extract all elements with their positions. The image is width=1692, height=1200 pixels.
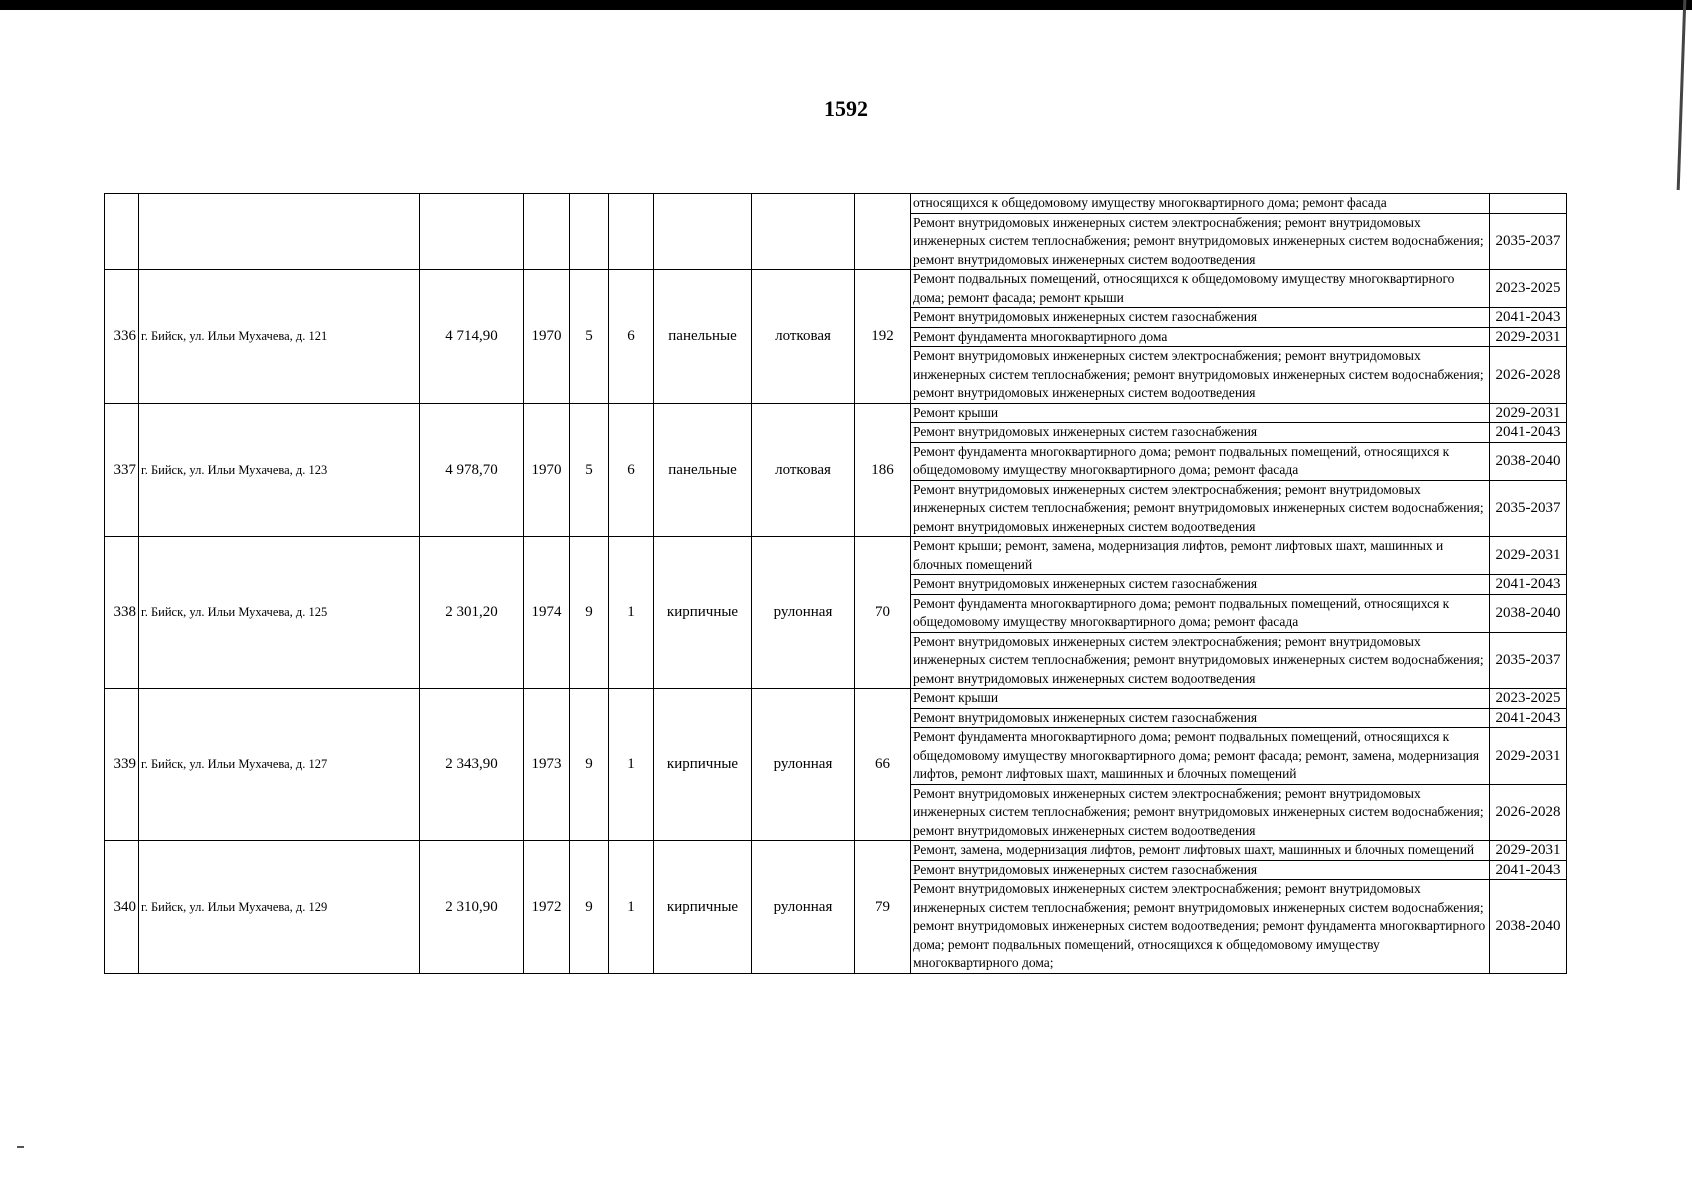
continued-empty-cell	[570, 194, 609, 270]
work-description: Ремонт, замена, модернизация лифтов, ремонт лифтовых шахт, машинных и блочных помещений	[911, 841, 1490, 861]
row-number: 337	[105, 403, 139, 537]
table-row	[105, 841, 1567, 861]
row-number: 338	[105, 537, 139, 689]
work-period: 2035-2037	[1490, 632, 1567, 689]
roof-type: рулонная	[752, 689, 855, 841]
work-description: Ремонт фундамента многоквартирного дома	[911, 327, 1490, 347]
row-number: 339	[105, 689, 139, 841]
roof-type: рулонная	[752, 841, 855, 974]
row-number: 340	[105, 841, 139, 974]
wall-material: кирпичные	[654, 689, 752, 841]
residents: 186	[855, 403, 911, 537]
residents: 66	[855, 689, 911, 841]
work-description: Ремонт внутридомовых инженерных систем газоснабжения	[911, 860, 1490, 880]
roof-type: рулонная	[752, 537, 855, 689]
build-year: 1974	[524, 537, 570, 689]
continued-empty-cell	[524, 194, 570, 270]
residents: 70	[855, 537, 911, 689]
total-area: 4 978,70	[420, 403, 524, 537]
work-period: 2038-2040	[1490, 442, 1567, 480]
work-description: Ремонт внутридомовых инженерных систем электроснабжения; ремонт внутридомовых инженерных систем теплоснабжения; ремонт внутридомовых инженерных систем водоснабжения; ремонт внутридомовых инженерных систем водоотведения	[911, 632, 1490, 689]
work-description: Ремонт внутридомовых инженерных систем электроснабжения; ремонт внутридомовых инженерных систем теплоснабжения; ремонт внутридомовых инженерных систем водоснабжения; ремонт внутридомовых инженерных систем водоотведения	[911, 347, 1490, 404]
work-description: относящихся к общедомовому имуществу многоквартирного дома; ремонт фасада	[911, 194, 1490, 214]
continued-empty-cell	[654, 194, 752, 270]
continued-empty-cell	[105, 194, 139, 270]
build-year: 1970	[524, 403, 570, 537]
residents: 192	[855, 270, 911, 404]
residents: 79	[855, 841, 911, 974]
table-row	[105, 689, 1567, 709]
work-description: Ремонт внутридомовых инженерных систем газоснабжения	[911, 308, 1490, 328]
table-row	[105, 194, 1567, 214]
work-period: 2041-2043	[1490, 308, 1567, 328]
work-description: Ремонт внутридомовых инженерных систем газоснабжения	[911, 708, 1490, 728]
entrances: 6	[609, 403, 654, 537]
roof-type: лотковая	[752, 403, 855, 537]
work-period: 2029-2031	[1490, 728, 1567, 785]
entrances: 6	[609, 270, 654, 404]
floors: 9	[570, 689, 609, 841]
work-period: 2026-2028	[1490, 347, 1567, 404]
work-description: Ремонт фундамента многоквартирного дома; ремонт подвальных помещений, относящихся к общедомовому имуществу многоквартирного дома; ремонт фасада; ремонт, замена, модернизация лифтов, ремонт лифтовых шахт, машинных и блочных помещений	[911, 728, 1490, 785]
row-number: 336	[105, 270, 139, 404]
continued-empty-cell	[609, 194, 654, 270]
address: г. Бийск, ул. Ильи Мухачева, д. 123	[139, 403, 420, 537]
work-description: Ремонт внутридомовых инженерных систем газоснабжения	[911, 423, 1490, 443]
build-year: 1970	[524, 270, 570, 404]
table-body	[105, 194, 1567, 974]
continued-empty-cell	[420, 194, 524, 270]
build-year: 1973	[524, 689, 570, 841]
page-number: 1592	[824, 96, 868, 121]
continued-empty-cell	[139, 194, 420, 270]
continued-empty-cell	[752, 194, 855, 270]
floors: 5	[570, 270, 609, 404]
continued-empty-cell	[855, 194, 911, 270]
work-period: 2026-2028	[1490, 784, 1567, 841]
work-period: 2041-2043	[1490, 860, 1567, 880]
address: г. Бийск, ул. Ильи Мухачева, д. 129	[139, 841, 420, 974]
table-row	[105, 537, 1567, 575]
address: г. Бийск, ул. Ильи Мухачева, д. 125	[139, 537, 420, 689]
build-year: 1972	[524, 841, 570, 974]
work-description: Ремонт крыши	[911, 403, 1490, 423]
wall-material: кирпичные	[654, 841, 752, 974]
work-period: 2041-2043	[1490, 708, 1567, 728]
total-area: 2 301,20	[420, 537, 524, 689]
work-period: 2041-2043	[1490, 575, 1567, 595]
floors: 9	[570, 841, 609, 974]
work-description: Ремонт внутридомовых инженерных систем электроснабжения; ремонт внутридомовых инженерных систем теплоснабжения; ремонт внутридомовых инженерных систем водоснабжения; ремонт внутридомовых инженерных систем водоотведения	[911, 213, 1490, 270]
work-description: Ремонт внутридомовых инженерных систем электроснабжения; ремонт внутридомовых инженерных систем теплоснабжения; ремонт внутридомовых инженерных систем водоснабжения; ремонт внутридомовых инженерных систем водоотведения	[911, 784, 1490, 841]
work-description: Ремонт фундамента многоквартирного дома; ремонт подвальных помещений, относящихся к общедомовому имуществу многоквартирного дома; ремонт фасада	[911, 442, 1490, 480]
floors: 5	[570, 403, 609, 537]
address: г. Бийск, ул. Ильи Мухачева, д. 121	[139, 270, 420, 404]
table-row	[105, 270, 1567, 308]
roof-type: лотковая	[752, 270, 855, 404]
wall-material: панельные	[654, 403, 752, 537]
scan-top-border	[0, 0, 1692, 10]
work-period: 2029-2031	[1490, 403, 1567, 423]
buildings-table	[104, 193, 1567, 974]
work-period: 2029-2031	[1490, 537, 1567, 575]
address: г. Бийск, ул. Ильи Мухачева, д. 127	[139, 689, 420, 841]
total-area: 2 343,90	[420, 689, 524, 841]
work-period: 2029-2031	[1490, 841, 1567, 861]
work-period	[1490, 194, 1567, 214]
work-description: Ремонт крыши	[911, 689, 1490, 709]
entrances: 1	[609, 689, 654, 841]
entrances: 1	[609, 537, 654, 689]
floors: 9	[570, 537, 609, 689]
total-area: 2 310,90	[420, 841, 524, 974]
work-period: 2029-2031	[1490, 327, 1567, 347]
work-period: 2041-2043	[1490, 423, 1567, 443]
work-period: 2023-2025	[1490, 270, 1567, 308]
work-description: Ремонт фундамента многоквартирного дома; ремонт подвальных помещений, относящихся к общедомовому имуществу многоквартирного дома; ремонт фасада	[911, 594, 1490, 632]
work-description: Ремонт внутридомовых инженерных систем электроснабжения; ремонт внутридомовых инженерных систем теплоснабжения; ремонт внутридомовых инженерных систем водоснабжения; ремонт внутридомовых инженерных систем водоотведения	[911, 480, 1490, 537]
work-period: 2035-2037	[1490, 480, 1567, 537]
work-period: 2023-2025	[1490, 689, 1567, 709]
work-description: Ремонт внутридомовых инженерных систем электроснабжения; ремонт внутридомовых инженерных систем теплоснабжения; ремонт внутридомовых инженерных систем водоснабжения; ремонт внутридомовых инженерных систем водоотведения; ремонт фундамента многоквартирного дома; ремонт подвальных помещений, относящихся к общедомовому имуществу многоквартирного дома;	[911, 880, 1490, 974]
work-description: Ремонт подвальных помещений, относящихся к общедомовому имуществу многоквартирного дома; ремонт фасада; ремонт крыши	[911, 270, 1490, 308]
work-description: Ремонт крыши; ремонт, замена, модернизация лифтов, ремонт лифтовых шахт, машинных и блочных помещений	[911, 537, 1490, 575]
work-period: 2038-2040	[1490, 594, 1567, 632]
work-period: 2035-2037	[1490, 213, 1567, 270]
wall-material: кирпичные	[654, 537, 752, 689]
scan-mark	[17, 1146, 24, 1148]
table-row	[105, 403, 1567, 423]
wall-material: панельные	[654, 270, 752, 404]
scan-right-edge	[1677, 0, 1687, 190]
work-description: Ремонт внутридомовых инженерных систем газоснабжения	[911, 575, 1490, 595]
work-period: 2038-2040	[1490, 880, 1567, 974]
total-area: 4 714,90	[420, 270, 524, 404]
entrances: 1	[609, 841, 654, 974]
